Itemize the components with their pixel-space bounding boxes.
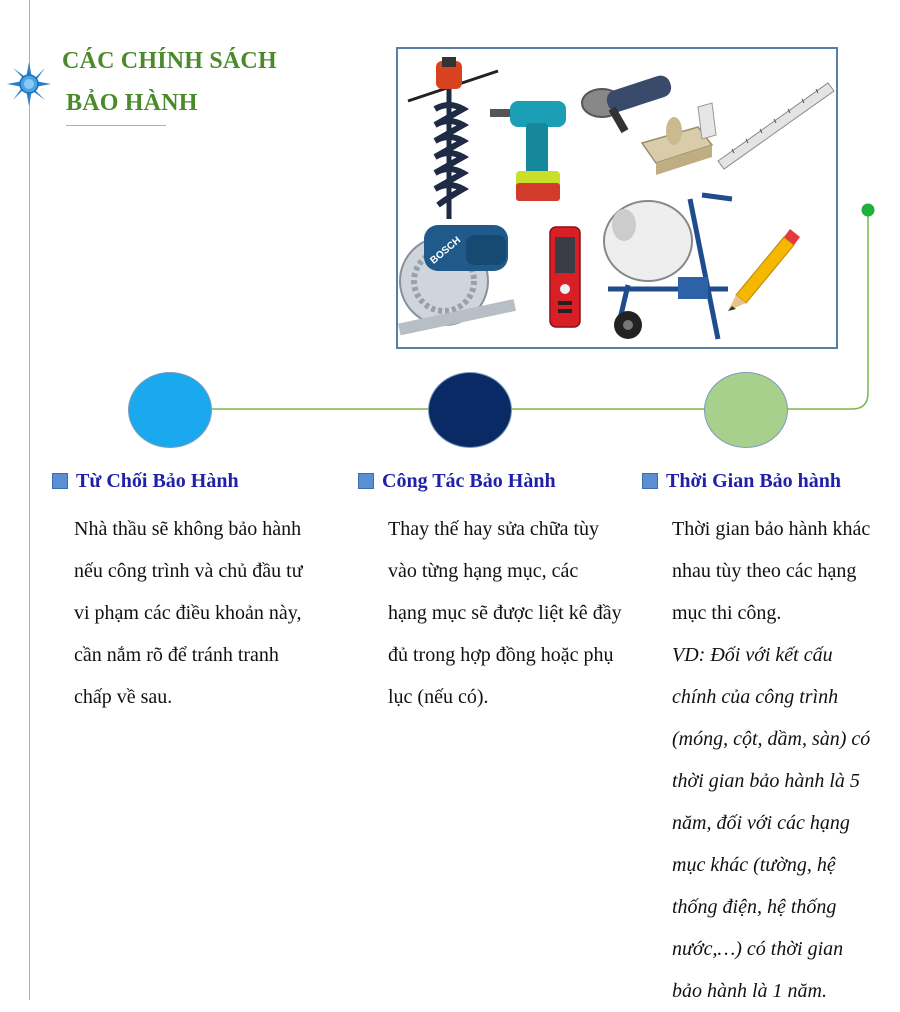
section-body bbox=[74, 508, 303, 718]
section-heading bbox=[358, 466, 622, 496]
tools-photo bbox=[396, 47, 838, 349]
wood-plane-image bbox=[642, 103, 716, 175]
cordless-drill-image bbox=[490, 101, 566, 201]
example-line: (móng, cột, dầm, sàn) có bbox=[672, 728, 871, 750]
example-line: thời gian bảo hành là 5 bbox=[672, 770, 860, 792]
body-line: vi phạm các điều khoản này, bbox=[74, 602, 302, 624]
body-line: nếu công trình và chủ đầu tư bbox=[74, 560, 303, 582]
ruler-image bbox=[718, 83, 834, 169]
body-line: Thời gian bảo hành khác bbox=[672, 518, 871, 540]
page-title bbox=[62, 46, 277, 118]
body-line: Thay thế hay sửa chữa tùy bbox=[388, 518, 600, 540]
section-refuse-warranty bbox=[52, 466, 303, 718]
example-line: bảo hành là 1 năm. bbox=[672, 980, 827, 1002]
square-bullet-icon bbox=[52, 473, 68, 489]
timeline-node-2 bbox=[428, 372, 512, 448]
body-line: Nhà thầu sẽ không bảo hành bbox=[74, 518, 302, 540]
sun-star-icon bbox=[5, 60, 53, 108]
section-heading-text: Từ Chối Bảo Hành bbox=[76, 470, 239, 492]
circular-saw-image bbox=[398, 225, 516, 335]
body-line: chấp về sau. bbox=[74, 686, 173, 708]
body-line: lục (nếu có). bbox=[388, 686, 489, 708]
body-line: mục thi công. bbox=[672, 602, 782, 624]
section-heading-text: Thời Gian Bảo hành bbox=[666, 470, 842, 492]
example-line: thống điện, hệ thống bbox=[672, 896, 837, 918]
body-line: vào từng hạng mục, các bbox=[388, 560, 579, 582]
square-bullet-icon bbox=[642, 473, 658, 489]
example-line: nước,…) có thời gian bbox=[672, 938, 844, 960]
section-heading-text: Công Tác Bảo Hành bbox=[382, 470, 556, 492]
section-warranty-work bbox=[358, 466, 622, 718]
section-body bbox=[672, 508, 870, 1012]
body-line: đủ trong hợp đồng hoặc phụ bbox=[388, 644, 614, 666]
section-heading bbox=[52, 466, 303, 496]
left-margin-line bbox=[29, 0, 30, 1000]
example-line: năm, đối với các hạng bbox=[672, 812, 850, 834]
section-body bbox=[388, 508, 622, 718]
example-line: mục khác (tường, hệ bbox=[672, 854, 836, 876]
square-bullet-icon bbox=[358, 473, 374, 489]
section-heading bbox=[642, 466, 870, 496]
section-warranty-period bbox=[642, 466, 870, 1012]
body-line: nhau tùy theo các hạng bbox=[672, 560, 857, 582]
title-line-1: CÁC CHÍNH SÁCH bbox=[62, 48, 277, 74]
title-line-2: BẢO HÀNH bbox=[66, 90, 198, 116]
body-line: hạng mục sẽ được liệt kê đầy bbox=[388, 602, 622, 624]
example-line: VD: Đối với kết cấu bbox=[672, 644, 833, 666]
pencil-image bbox=[728, 229, 800, 311]
timeline-node-3 bbox=[704, 372, 788, 448]
cement-mixer-image bbox=[604, 195, 732, 339]
earth-auger-image bbox=[408, 57, 498, 219]
bosch-label: BOSCH bbox=[428, 234, 464, 267]
title-underline bbox=[66, 125, 166, 126]
body-line: cần nắm rõ để tránh tranh bbox=[74, 644, 279, 666]
timeline-node-1 bbox=[128, 372, 212, 448]
laser-meter-image bbox=[550, 227, 580, 327]
example-line: chính của công trình bbox=[672, 686, 839, 708]
angle-grinder-image bbox=[582, 73, 674, 133]
